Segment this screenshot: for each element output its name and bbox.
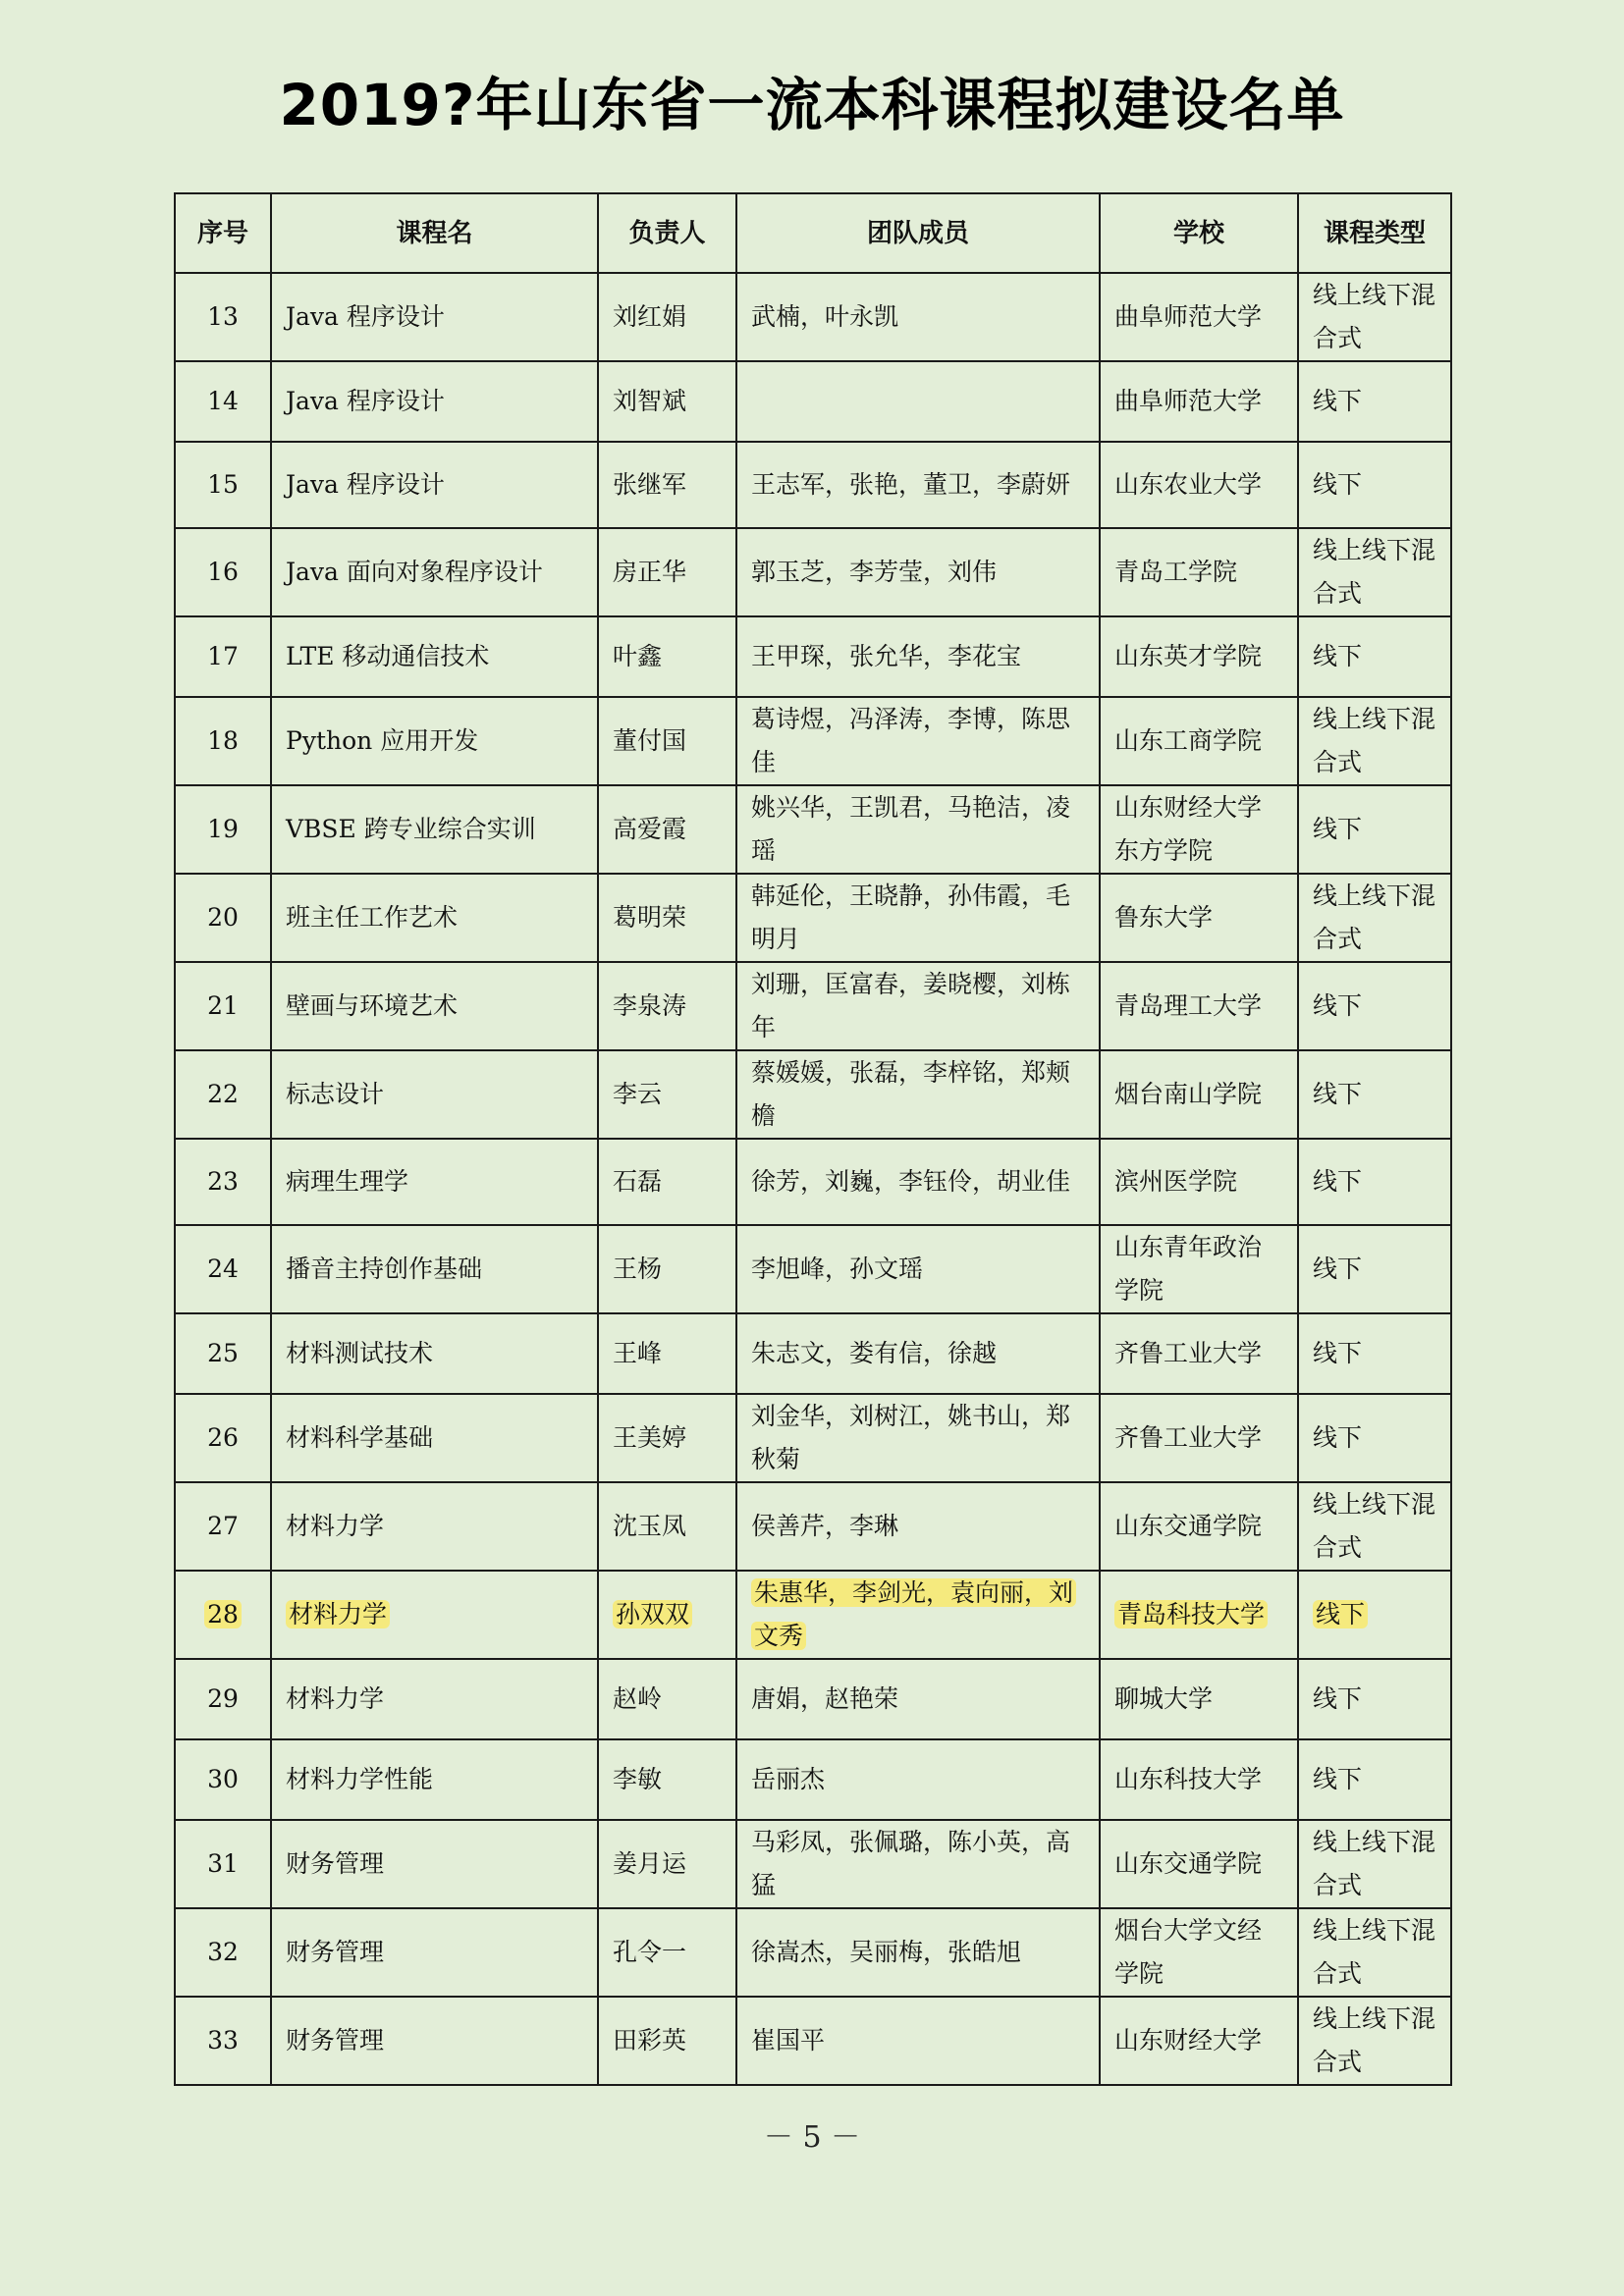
cell-type [1298, 874, 1451, 962]
cell-no-text: 33 [207, 2026, 239, 2055]
cell-school-text: 聊城大学 [1114, 1684, 1214, 1713]
cell-type [1298, 785, 1451, 874]
cell-no-text: 27 [207, 1512, 239, 1540]
table-row [175, 1050, 1451, 1139]
cell-leader-text: 房正华 [613, 558, 687, 586]
cell-team-text: 侯善芹，李琳 [751, 1512, 899, 1540]
cell-team-text: 葛诗煜，冯泽涛，李博，陈思佳 [751, 705, 1071, 776]
cell-course-text: Java 程序设计 [286, 302, 445, 331]
cell-no [175, 697, 271, 785]
cell-no-text: 20 [207, 903, 239, 932]
cell-leader [598, 616, 736, 697]
cell-course [271, 1908, 598, 1997]
cell-team-text: 郭玉芝，李芳莹，刘伟 [751, 558, 998, 586]
table-row [175, 1571, 1451, 1659]
cell-leader-text: 葛明荣 [613, 903, 687, 932]
cell-team [736, 1050, 1100, 1139]
cell-school-text: 烟台大学文经学院 [1114, 1916, 1263, 1988]
cell-type-text: 线下 [1313, 1765, 1363, 1793]
cell-no-text: 28 [204, 1600, 242, 1629]
cell-leader [598, 874, 736, 962]
cell-school-text: 山东科技大学 [1114, 1765, 1263, 1793]
table-row [175, 962, 1451, 1050]
cell-school-text: 山东英才学院 [1114, 642, 1263, 670]
cell-type [1298, 442, 1451, 528]
cell-team [736, 1313, 1100, 1394]
cell-type [1298, 1139, 1451, 1225]
table-header-row [175, 193, 1451, 273]
cell-leader-text: 田彩英 [613, 2026, 687, 2055]
cell-leader-text: 赵岭 [613, 1684, 663, 1713]
cell-school [1100, 1225, 1298, 1313]
cell-course-text: Java 程序设计 [286, 387, 445, 415]
cell-school [1100, 1139, 1298, 1225]
header-leader: 负责人 [598, 193, 736, 273]
cell-team [736, 1820, 1100, 1908]
cell-no [175, 1659, 271, 1739]
cell-school-text: 山东工商学院 [1114, 726, 1263, 755]
cell-no [175, 874, 271, 962]
header-type: 课程类型 [1298, 193, 1451, 273]
cell-school-text: 青岛工学院 [1114, 558, 1238, 586]
cell-leader [598, 361, 736, 442]
cell-leader [598, 273, 736, 361]
cell-team-text: 姚兴华，王凯君，马艳洁，凌瑶 [751, 793, 1071, 865]
cell-no [175, 616, 271, 697]
cell-team-text: 王志军，张艳，董卫，李蔚妍 [751, 470, 1071, 499]
cell-no-text: 13 [207, 302, 239, 331]
cell-school [1100, 528, 1298, 616]
cell-type [1298, 1997, 1451, 2085]
cell-no [175, 361, 271, 442]
cell-type-text: 线上线下混合式 [1313, 2004, 1436, 2076]
cell-leader [598, 1394, 736, 1482]
cell-course [271, 273, 598, 361]
cell-course-text: 材料力学 [286, 1600, 390, 1629]
cell-school-text: 山东财经大学 [1114, 2026, 1263, 2055]
cell-no [175, 528, 271, 616]
cell-team-text: 韩延伦，王晓静，孙伟霞，毛明月 [751, 881, 1071, 953]
table-row [175, 1997, 1451, 2085]
table-row [175, 528, 1451, 616]
cell-course-text: 财务管理 [286, 2026, 385, 2055]
cell-course [271, 1313, 598, 1394]
cell-leader [598, 528, 736, 616]
cell-leader [598, 1050, 736, 1139]
cell-team-text: 徐嵩杰，吴丽梅，张皓旭 [751, 1938, 1022, 1966]
cell-no [175, 1820, 271, 1908]
cell-course-text: 材料力学 [286, 1512, 385, 1540]
cell-school [1100, 1997, 1298, 2085]
cell-type [1298, 528, 1451, 616]
cell-course-text: 财务管理 [286, 1938, 385, 1966]
cell-type [1298, 1225, 1451, 1313]
cell-leader-text: 高爱霞 [613, 815, 687, 843]
cell-course [271, 361, 598, 442]
cell-team [736, 962, 1100, 1050]
cell-course [271, 1139, 598, 1225]
cell-course [271, 1050, 598, 1139]
cell-course [271, 442, 598, 528]
cell-team [736, 442, 1100, 528]
cell-school [1100, 1313, 1298, 1394]
cell-course-text: Python 应用开发 [286, 726, 479, 755]
cell-team-text: 岳丽杰 [751, 1765, 826, 1793]
cell-leader-text: 姜月运 [613, 1849, 687, 1878]
cell-team [736, 1739, 1100, 1820]
cell-leader-text: 王杨 [613, 1255, 663, 1283]
cell-team-text: 徐芳，刘巍，李钰伶，胡业佳 [751, 1167, 1071, 1196]
cell-no [175, 273, 271, 361]
table-row [175, 1739, 1451, 1820]
cell-type-text: 线下 [1313, 1684, 1363, 1713]
cell-team-text: 崔国平 [751, 2026, 826, 2055]
cell-team-text: 马彩凤，张佩璐，陈小英，高猛 [751, 1828, 1071, 1899]
table-row [175, 442, 1451, 528]
cell-school-text: 山东交通学院 [1114, 1512, 1263, 1540]
cell-team-text: 武楠，叶永凯 [751, 302, 899, 331]
cell-type-text: 线下 [1313, 387, 1363, 415]
cell-team-text: 刘金华，刘树江，姚书山，郑秋菊 [751, 1402, 1071, 1473]
cell-course [271, 697, 598, 785]
cell-course-text: 标志设计 [286, 1080, 385, 1108]
cell-type [1298, 1571, 1451, 1659]
cell-team [736, 697, 1100, 785]
cell-type [1298, 1313, 1451, 1394]
cell-no-text: 30 [207, 1765, 239, 1793]
cell-course [271, 962, 598, 1050]
cell-team [736, 1225, 1100, 1313]
cell-team-text: 刘珊，匡富春，姜晓樱，刘栋年 [751, 970, 1071, 1041]
cell-type-text: 线下 [1313, 815, 1363, 843]
cell-type-text: 线下 [1313, 470, 1363, 499]
cell-leader-text: 刘红娟 [613, 302, 687, 331]
cell-type [1298, 962, 1451, 1050]
cell-course-text: 材料科学基础 [286, 1423, 434, 1452]
cell-course-text: 材料力学 [286, 1684, 385, 1713]
cell-type-text: 线下 [1313, 1600, 1368, 1629]
cell-no-text: 15 [207, 470, 239, 499]
cell-leader-text: 李敏 [613, 1765, 663, 1793]
cell-course [271, 528, 598, 616]
cell-course [271, 1820, 598, 1908]
cell-course-text: 播音主持创作基础 [286, 1255, 483, 1283]
cell-school [1100, 442, 1298, 528]
cell-course-text: LTE 移动通信技术 [286, 642, 490, 670]
cell-no [175, 1739, 271, 1820]
table-row [175, 1139, 1451, 1225]
cell-school [1100, 874, 1298, 962]
cell-school [1100, 962, 1298, 1050]
cell-no-text: 24 [207, 1255, 239, 1283]
cell-leader-text: 石磊 [613, 1167, 663, 1196]
cell-leader [598, 1997, 736, 2085]
cell-no [175, 1050, 271, 1139]
table-row [175, 1482, 1451, 1571]
cell-school-text: 山东青年政治学院 [1114, 1233, 1263, 1305]
cell-leader-text: 李云 [613, 1080, 663, 1108]
cell-course-text: 班主任工作艺术 [286, 903, 459, 932]
cell-team [736, 1659, 1100, 1739]
cell-type-text: 线上线下混合式 [1313, 1916, 1436, 1988]
cell-no-text: 22 [207, 1080, 239, 1108]
cell-no-text: 32 [207, 1938, 239, 1966]
cell-no [175, 1571, 271, 1659]
cell-type-text: 线下 [1313, 1423, 1363, 1452]
cell-no-text: 19 [207, 815, 239, 843]
table-row [175, 1820, 1451, 1908]
cell-leader [598, 785, 736, 874]
cell-no-text: 31 [207, 1849, 239, 1878]
cell-no-text: 21 [207, 991, 239, 1020]
cell-leader [598, 962, 736, 1050]
cell-school-text: 山东财经大学东方学院 [1114, 793, 1263, 865]
cell-type [1298, 616, 1451, 697]
cell-leader [598, 1571, 736, 1659]
page-number: － 5 － [763, 2120, 861, 2155]
cell-school-text: 鲁东大学 [1114, 903, 1214, 932]
cell-school-text: 曲阜师范大学 [1114, 387, 1263, 415]
header-course: 课程名 [271, 193, 598, 273]
cell-leader [598, 697, 736, 785]
cell-course [271, 1225, 598, 1313]
cell-school-text: 烟台南山学院 [1114, 1080, 1263, 1108]
cell-team [736, 874, 1100, 962]
cell-course [271, 1659, 598, 1739]
cell-course [271, 1997, 598, 2085]
cell-course [271, 1482, 598, 1571]
cell-type-text: 线下 [1313, 1339, 1363, 1367]
cell-leader [598, 1482, 736, 1571]
cell-team [736, 361, 1100, 442]
cell-no [175, 1482, 271, 1571]
cell-team [736, 1997, 1100, 2085]
cell-no [175, 1908, 271, 1997]
cell-no-text: 26 [207, 1423, 239, 1452]
header-team: 团队成员 [736, 193, 1100, 273]
cell-leader-text: 刘智斌 [613, 387, 687, 415]
cell-no-text: 14 [207, 387, 239, 415]
cell-leader-text: 张继军 [613, 470, 687, 499]
table-row [175, 1313, 1451, 1394]
cell-school [1100, 1820, 1298, 1908]
cell-type [1298, 1820, 1451, 1908]
cell-team-text: 朱惠华，李剑光，袁向丽，刘文秀 [751, 1578, 1076, 1650]
table-row [175, 1394, 1451, 1482]
cell-type [1298, 273, 1451, 361]
cell-team [736, 528, 1100, 616]
cell-leader [598, 1225, 736, 1313]
cell-type-text: 线上线下混合式 [1313, 705, 1436, 776]
cell-leader [598, 1139, 736, 1225]
cell-type-text: 线上线下混合式 [1313, 281, 1436, 352]
cell-school [1100, 785, 1298, 874]
cell-school-text: 山东交通学院 [1114, 1849, 1263, 1878]
cell-no [175, 1225, 271, 1313]
cell-school [1100, 616, 1298, 697]
cell-leader-text: 王美婷 [613, 1423, 687, 1452]
cell-course [271, 874, 598, 962]
cell-course-text: VBSE 跨专业综合实训 [286, 815, 536, 843]
cell-leader [598, 1908, 736, 1997]
cell-course-text: 材料测试技术 [286, 1339, 434, 1367]
table-row [175, 273, 1451, 361]
cell-type-text: 线上线下混合式 [1313, 536, 1436, 608]
cell-type-text: 线下 [1313, 1167, 1363, 1196]
cell-course-text: 病理生理学 [286, 1167, 409, 1196]
cell-no-text: 18 [207, 726, 239, 755]
cell-leader-text: 李泉涛 [613, 991, 687, 1020]
cell-leader-text: 孙双双 [613, 1600, 692, 1629]
cell-type [1298, 1050, 1451, 1139]
cell-leader-text: 叶鑫 [613, 642, 663, 670]
cell-type-text: 线上线下混合式 [1313, 1828, 1436, 1899]
cell-type [1298, 697, 1451, 785]
cell-school [1100, 361, 1298, 442]
cell-no [175, 785, 271, 874]
cell-type-text: 线下 [1313, 642, 1363, 670]
cell-leader [598, 1739, 736, 1820]
cell-school [1100, 697, 1298, 785]
table-row [175, 1659, 1451, 1739]
cell-team [736, 1908, 1100, 1997]
cell-type-text: 线下 [1313, 1080, 1363, 1108]
cell-no-text: 23 [207, 1167, 239, 1196]
cell-no [175, 442, 271, 528]
cell-no-text: 29 [207, 1684, 239, 1713]
table-row [175, 1908, 1451, 1997]
cell-type [1298, 1394, 1451, 1482]
cell-leader [598, 1659, 736, 1739]
cell-school [1100, 1571, 1298, 1659]
course-table [174, 192, 1452, 2086]
cell-school [1100, 1908, 1298, 1997]
cell-team-text: 唐娟，赵艳荣 [751, 1684, 899, 1713]
cell-course [271, 616, 598, 697]
cell-team [736, 1571, 1100, 1659]
cell-course-text: 材料力学性能 [286, 1765, 434, 1793]
cell-school-text: 滨州医学院 [1114, 1167, 1238, 1196]
cell-school-text: 青岛理工大学 [1114, 991, 1263, 1020]
cell-type [1298, 1659, 1451, 1739]
cell-no [175, 1394, 271, 1482]
cell-type-text: 线下 [1313, 991, 1363, 1020]
cell-leader-text: 孔令一 [613, 1938, 687, 1966]
cell-type [1298, 1908, 1451, 1997]
cell-no-text: 17 [207, 642, 239, 670]
cell-leader [598, 1313, 736, 1394]
table-row [175, 1225, 1451, 1313]
table-row [175, 361, 1451, 442]
cell-no [175, 1139, 271, 1225]
cell-type [1298, 361, 1451, 442]
cell-leader [598, 442, 736, 528]
header-no: 序号 [175, 193, 271, 273]
cell-course [271, 1739, 598, 1820]
cell-school-text: 曲阜师范大学 [1114, 302, 1263, 331]
cell-team [736, 1139, 1100, 1225]
cell-school [1100, 1739, 1298, 1820]
cell-school-text: 齐鲁工业大学 [1114, 1339, 1263, 1367]
table-row [175, 616, 1451, 697]
cell-school-text: 齐鲁工业大学 [1114, 1423, 1263, 1452]
cell-course-text: Java 面向对象程序设计 [286, 558, 543, 586]
cell-team [736, 1482, 1100, 1571]
cell-leader-text: 王峰 [613, 1339, 663, 1367]
cell-course [271, 785, 598, 874]
cell-school-text: 青岛科技大学 [1114, 1600, 1268, 1629]
cell-no-text: 25 [207, 1339, 239, 1367]
cell-leader-text: 董付国 [613, 726, 687, 755]
cell-leader-text: 沈玉凤 [613, 1512, 687, 1540]
cell-no-text: 16 [207, 558, 239, 586]
cell-team [736, 785, 1100, 874]
cell-course-text: 壁画与环境艺术 [286, 991, 459, 1020]
cell-team [736, 273, 1100, 361]
table-row [175, 785, 1451, 874]
cell-school-text: 山东农业大学 [1114, 470, 1263, 499]
cell-leader [598, 1820, 736, 1908]
cell-no [175, 1313, 271, 1394]
table-row [175, 874, 1451, 962]
cell-school [1100, 1482, 1298, 1571]
header-school: 学校 [1100, 193, 1298, 273]
cell-type [1298, 1482, 1451, 1571]
cell-type-text: 线上线下混合式 [1313, 1490, 1436, 1562]
cell-team-text: 蔡媛媛，张磊，李梓铭，郑颊檐 [751, 1058, 1071, 1130]
cell-no [175, 962, 271, 1050]
cell-course-text: 财务管理 [286, 1849, 385, 1878]
page-title: 2019?年山东省一流本科课程拟建设名单 [279, 72, 1345, 138]
cell-course [271, 1571, 598, 1659]
cell-type-text: 线上线下混合式 [1313, 881, 1436, 953]
cell-no [175, 1997, 271, 2085]
cell-team-text: 李旭峰，孙文瑶 [751, 1255, 924, 1283]
cell-course-text: Java 程序设计 [286, 470, 445, 499]
cell-school [1100, 1659, 1298, 1739]
cell-team [736, 616, 1100, 697]
cell-school [1100, 1394, 1298, 1482]
table-row [175, 697, 1451, 785]
cell-team-text: 王甲琛，张允华，李花宝 [751, 642, 1022, 670]
cell-type [1298, 1739, 1451, 1820]
cell-school [1100, 1050, 1298, 1139]
cell-type-text: 线下 [1313, 1255, 1363, 1283]
cell-team-text: 朱志文，娄有信，徐越 [751, 1339, 998, 1367]
cell-school [1100, 273, 1298, 361]
cell-course [271, 1394, 598, 1482]
cell-team [736, 1394, 1100, 1482]
